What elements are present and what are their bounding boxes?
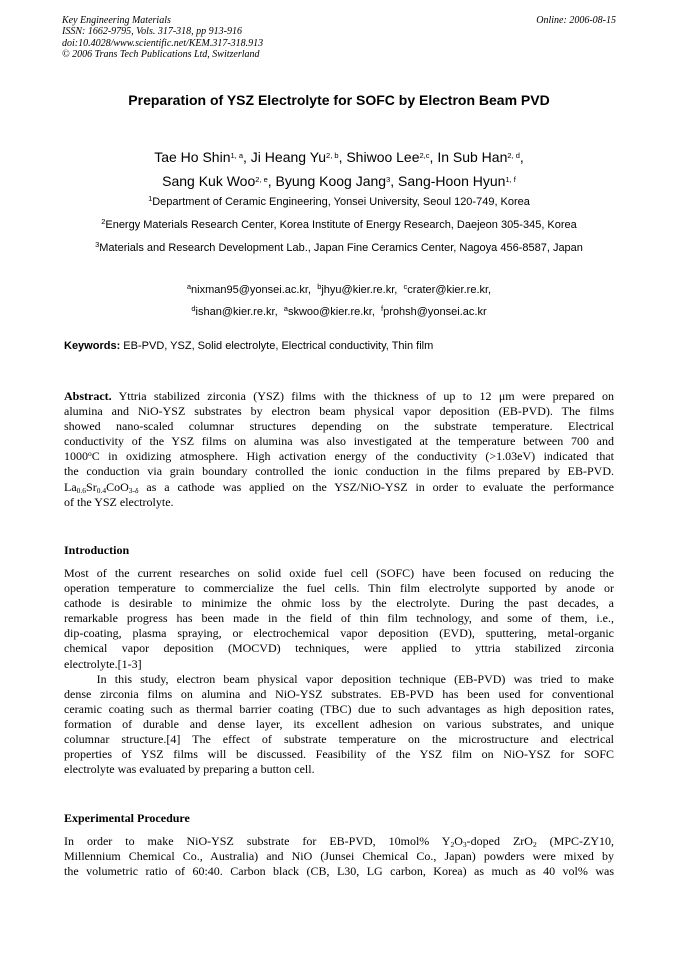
email-address: crater@kier.re.kr, — [407, 284, 492, 296]
body-line: Most of the current researches on solid oxide fuel cell (SOFC) have been focused on reducing the — [64, 566, 614, 580]
affiliation-number: 1 — [148, 194, 153, 203]
body-line: dense zirconia films on alumina and NiO-YSZ substrates. EB-PVD has been used for conventional — [64, 686, 614, 701]
author-name: In Sub Han — [437, 149, 508, 165]
email-superscript: c — [403, 282, 408, 291]
email-superscript: b — [317, 282, 322, 291]
paper-title: Preparation of YSZ Electrolyte for SOFC by Electron Beam PVD — [128, 92, 550, 108]
abstract-label: Abstract. — [64, 389, 112, 403]
body-line: cathode is desirable to minimize the ohmic loss by the electrolyte. During the past decades, a — [64, 596, 614, 611]
body-line: properties of YSZ films will be discussed. Feasibility of the YSZ film on NiO-YSZ for SOFC — [64, 747, 614, 762]
author-superscript: 2, d — [507, 151, 520, 160]
abstract-text: as a cathode was applied on the YSZ/NiO-YSZ in order to evaluate the performance — [138, 479, 614, 494]
affiliation-text: Department of Ceramic Engineering, Yonsei University, Seoul 120-749, Korea — [152, 196, 530, 208]
affiliation-text: Materials and Research Development Lab., Japan Fine Ceramics Center, Nagoya 456-8587, Japan — [99, 242, 583, 254]
author-superscript: 1, f — [505, 175, 516, 184]
author-name: Shiwoo Lee — [346, 149, 420, 165]
formula-text: Sr — [86, 479, 97, 494]
author-superscript: 2, b — [326, 151, 339, 160]
emails-line-2 — [40, 306, 638, 318]
email-superscript: d — [191, 304, 196, 313]
abstract-line: showed nano-scaled columnar structures depending on the substrate temperature. Electrical — [64, 419, 614, 434]
keywords-label: Keywords: — [64, 340, 121, 352]
formula-text: La — [64, 479, 77, 494]
affiliation-number: 3 — [95, 240, 100, 249]
online-date: Online: 2006-08-15 — [536, 15, 616, 26]
body-line: the volumetric ratio of 60:40. Carbon black (CB, L30, LG carbon, Korea) as much as 40 vol% was — [64, 864, 614, 879]
authors-line-2 — [40, 170, 638, 192]
author-separator: , — [519, 149, 524, 165]
body-text: (MPC-ZY10, — [536, 834, 614, 848]
email-address: ishan@kier.re.kr, — [195, 306, 278, 318]
email-superscript: a — [283, 304, 288, 313]
section-heading-experimental: Experimental Procedure — [64, 811, 190, 825]
author-separator: , — [267, 173, 276, 189]
formula-subscript: 2 — [532, 840, 537, 849]
body-text: In order to make NiO-YSZ substrate for EB-PVD, 10mol% Y — [64, 834, 451, 848]
author-separator: , — [338, 149, 347, 165]
author-separator: , — [429, 149, 438, 165]
body-line: ceramic coating such as thermal barrier coating (TBC) due to such advantages as high deposition rates, — [64, 701, 614, 716]
author-name: Sang Kuk Woo — [162, 173, 256, 189]
formula-subscript: 3 — [462, 840, 467, 849]
affiliation-3 — [40, 242, 638, 254]
email-address: jhyu@kier.re.kr, — [321, 284, 398, 296]
body-line: operation temperature to commercialize the fuel cells. Thin film electrolyte supported by anode or — [64, 581, 614, 596]
introduction-body — [64, 566, 614, 777]
section-heading-introduction: Introduction — [64, 543, 130, 557]
author-superscript: 2, e — [255, 175, 268, 184]
authors-line-1 — [40, 146, 638, 168]
body-text: O — [454, 834, 463, 848]
abstract-line: conductivity of the YSZ films on alumina was also investigated at the temperature between 700 and — [64, 434, 614, 449]
author-name: Byung Koog Jang — [275, 173, 387, 189]
journal-name: Key Engineering Materials — [62, 15, 171, 26]
formula-subscript: 2 — [450, 840, 455, 849]
affiliation-text: Energy Materials Research Center, Korea Institute of Energy Research, Daejeon 305-345, Korea — [105, 219, 577, 231]
body-line — [64, 834, 614, 849]
issn-line: ISSN: 1662-9795, Vols. 317-318, pp 913-916 — [62, 26, 242, 38]
affiliation-2 — [40, 219, 638, 231]
abstract-text: C in oxidizing atmosphere. High activation energy of the conductivity (>1.03eV) indicated that — [91, 449, 614, 464]
abstract-line: the conduction via grain boundary controlled the ionic conduction in the films prepared by EB-PVD. — [64, 464, 614, 479]
degree-superscript: o — [88, 449, 92, 459]
keywords — [64, 340, 433, 352]
abstract-line: of the YSZ electrolyte. — [64, 494, 174, 509]
body-line: remarkable progress has been made in the field of thin film technology, and some of them, i.e., — [64, 611, 614, 626]
copyright-line: © 2006 Trans Tech Publications Ltd, Switzerland — [62, 48, 260, 60]
author-separator: , — [243, 149, 251, 165]
formula-text: CoO — [106, 479, 129, 494]
abstract-line — [64, 480, 614, 495]
author-superscript: 2,c — [419, 151, 430, 160]
formula-subscript: 0.4 — [96, 485, 107, 495]
keywords-text: EB-PVD, YSZ, Solid electrolyte, Electrical conductivity, Thin film — [120, 340, 434, 352]
body-text: -doped ZrO — [466, 834, 533, 848]
abstract-line — [64, 449, 614, 464]
author-superscript: 3 — [386, 175, 391, 184]
author-name: Ji Heang Yu — [250, 149, 327, 165]
body-line: In this study, electron beam physical vapor deposition technique (EB-PVD) was tried to make — [64, 671, 614, 686]
body-line: columnar structure.[4] The effect of substrate temperature on the microstructure and electrical — [64, 732, 614, 747]
email-address: nixman95@yonsei.ac.kr, — [191, 284, 312, 296]
author-separator: , — [390, 173, 399, 189]
body-line: electrolyte.[1-3] — [64, 656, 142, 671]
abstract-line — [64, 389, 614, 404]
abstract-line: alumina and NiO-YSZ substrates by electron beam physical vapor deposition (EB-PVD). The films — [64, 404, 614, 419]
affiliation-1 — [40, 196, 638, 208]
author-name: Tae Ho Shin — [154, 149, 231, 165]
abstract — [64, 389, 614, 510]
experimental-body — [64, 834, 614, 879]
emails-line-1 — [40, 284, 638, 296]
journal-header — [62, 15, 422, 60]
affiliation-number: 2 — [101, 217, 106, 226]
email-superscript: f — [381, 304, 384, 313]
body-line: chemical vapor deposition (MOCVD) techniques, were applied to yttria stabilized zirconia — [64, 641, 614, 656]
formula-subscript: 0.6 — [76, 485, 87, 495]
formula-subscript: 3-δ — [128, 485, 139, 495]
body-line: dip-coating, plasma spraying, or electrochemical vapor deposition (EVD), sputtering, metal-organic — [64, 626, 614, 641]
author-name: Sang-Hoon Hyun — [398, 173, 506, 189]
email-address: skwoo@kier.re.kr, — [287, 306, 375, 318]
body-line: formation of durable and dense layer, its excellent adhesion on various substrates, and unique — [64, 716, 614, 731]
author-superscript: 1, a — [230, 151, 244, 160]
abstract-text: 1000 — [64, 449, 88, 464]
doi-line: doi:10.4028/www.scientific.net/KEM.317-318.913 — [62, 37, 264, 49]
email-address: prohsh@yonsei.ac.kr — [383, 306, 487, 318]
email-superscript: a — [186, 282, 192, 291]
body-line: Millennium Chemical Co., Australia) and NiO (Junsei Chemical Co., Japan) powders were mixed by — [64, 849, 614, 864]
abstract-text: Yttria stabilized zirconia (YSZ) films with the thickness of up to 12 μm were prepared on — [111, 389, 614, 403]
body-line: electrolyte was evaluated by preparing a button cell. — [64, 762, 315, 777]
